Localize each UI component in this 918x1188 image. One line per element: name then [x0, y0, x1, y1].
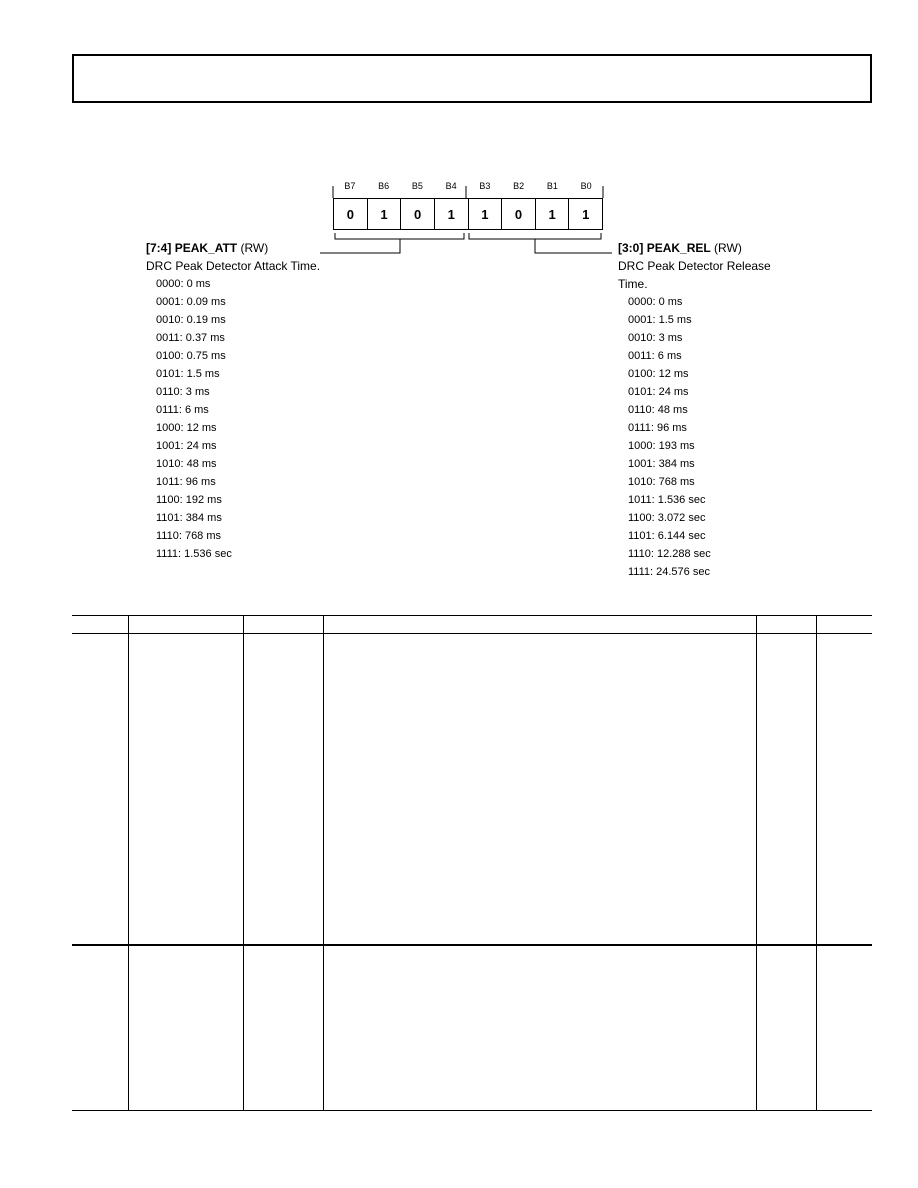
list-item: 1000: 12 ms — [156, 422, 217, 434]
peak-rel-range: [3:0] — [618, 241, 644, 255]
list-item: 0100: 12 ms — [628, 368, 689, 380]
table-column-divider — [243, 615, 244, 1111]
peak-att-description: DRC Peak Detector Attack Time. — [146, 259, 321, 273]
table-row-rule — [72, 944, 872, 946]
bit-label: B1 — [546, 181, 558, 191]
list-item: 0011: 6 ms — [628, 350, 682, 362]
list-item: 0010: 3 ms — [628, 332, 683, 344]
list-item: 1110: 768 ms — [156, 530, 222, 542]
list-item: 1011: 96 ms — [156, 476, 216, 488]
list-item: 1000: 193 ms — [628, 440, 695, 452]
list-item: 0000: 0 ms — [156, 278, 211, 290]
peak-att-range: [7:4] — [146, 241, 172, 255]
list-item: 1010: 768 ms — [628, 476, 695, 488]
list-item: 0000: 0 ms — [628, 296, 683, 308]
bit-label: B4 — [445, 181, 457, 191]
bit-label: B0 — [580, 181, 592, 191]
list-item: 0111: 96 ms — [628, 422, 687, 434]
bit-label: B7 — [344, 181, 356, 191]
bit-value-cell: 1 — [536, 199, 570, 229]
bit-value-cell: 1 — [582, 206, 590, 222]
peak-rel-access: (RW) — [714, 241, 742, 255]
list-item: 1111: 24.576 sec — [628, 566, 710, 578]
list-item: 1001: 384 ms — [628, 458, 695, 470]
table-bottom-rule — [72, 1110, 872, 1111]
list-item: 0101: 24 ms — [628, 386, 689, 398]
peak-att-access: (RW) — [240, 241, 269, 255]
bit-value-cell: 0 — [334, 199, 368, 229]
bit-label: B6 — [378, 181, 390, 191]
list-item: 0010: 0.19 ms — [156, 314, 226, 326]
list-item: 1110: 12.288 sec — [628, 548, 711, 560]
bit-label: B5 — [411, 181, 423, 191]
peak-rel-title — [618, 239, 858, 257]
peak-rel-value-list — [628, 293, 858, 581]
list-item: 0110: 48 ms — [628, 404, 688, 416]
peak-att-field — [146, 239, 386, 563]
list-item: 0111: 6 ms — [156, 404, 209, 416]
table-top-rule — [72, 615, 872, 616]
peak-rel-description-line1: DRC Peak Detector Release — [618, 259, 771, 273]
list-item: 1010: 48 ms — [156, 458, 217, 470]
table-column-divider — [323, 615, 324, 1111]
list-item: 1101: 384 ms — [156, 512, 222, 524]
peak-rel-field — [618, 239, 858, 581]
table-column-divider — [128, 615, 129, 1111]
list-item: 1011: 1.536 sec — [628, 494, 706, 506]
peak-att-title — [146, 239, 386, 257]
list-item: 0101: 1.5 ms — [156, 368, 220, 380]
list-item: 1100: 192 ms — [156, 494, 222, 506]
peak-att-name: PEAK_ATT — [174, 241, 238, 255]
list-item: 1100: 3.072 sec — [628, 512, 706, 524]
list-item: 0001: 0.09 ms — [156, 296, 226, 308]
peak-att-value-list — [156, 275, 386, 563]
peak-rel-description-line2: Time. — [618, 277, 648, 291]
list-item: 1101: 6.144 sec — [628, 530, 706, 542]
bit-value-cell: 1 — [469, 199, 503, 229]
list-item: 1001: 24 ms — [156, 440, 217, 452]
bit-value-cell: 1 — [368, 199, 402, 229]
bit-value-cell: 0 — [502, 199, 536, 229]
list-item: 0110: 3 ms — [156, 386, 210, 398]
bit-label: B2 — [513, 181, 525, 191]
list-item: 1111: 1.536 sec — [156, 548, 232, 560]
list-item: 0100: 0.75 ms — [156, 350, 226, 362]
list-item: 0011: 0.37 ms — [156, 332, 225, 344]
peak-rel-name: PEAK_REL — [646, 241, 711, 255]
list-item: 0001: 1.5 ms — [628, 314, 692, 326]
table-header-rule — [72, 633, 872, 634]
bit-label: B3 — [479, 181, 491, 191]
table-column-divider — [756, 615, 757, 1111]
table-column-divider — [816, 615, 817, 1111]
bit-value-cell: 0 — [401, 199, 435, 229]
bit-value-cell: 1 — [435, 199, 469, 229]
